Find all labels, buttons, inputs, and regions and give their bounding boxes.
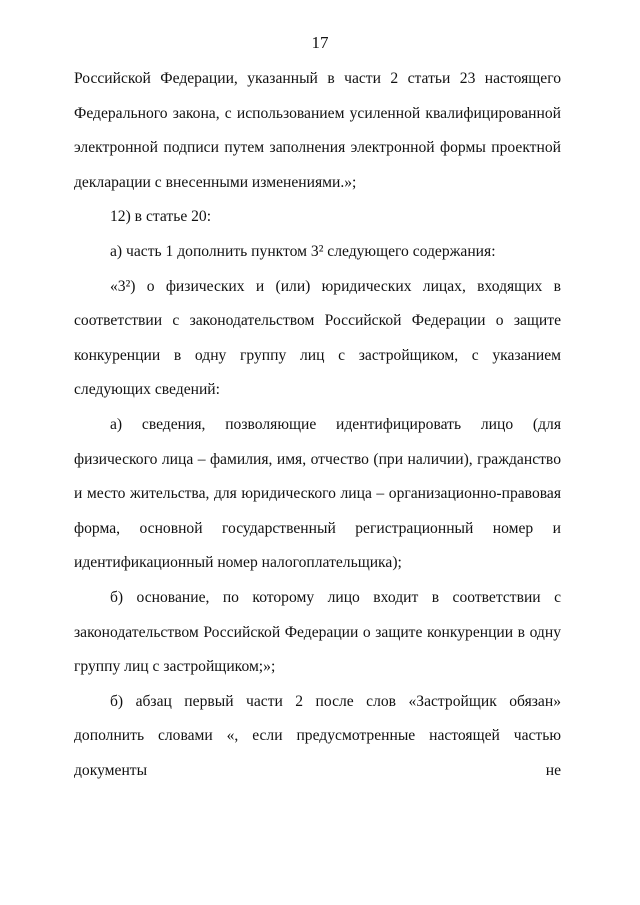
paragraph: «3²) о физических и (или) юридических лицах, входящих в соответствии с законодательством Российской Федерации о защите конкуренции в одну группу лиц с застройщиком, с указанием следующих сведений: — [74, 277, 561, 399]
paragraph: 12) в статье 20: — [110, 208, 212, 226]
paragraph: а) сведения, позволяющие идентифицировать лицо (для физического лица – фамилия, имя, отчество (при наличии), гражданство и место жительства, для юридического лица – организационно-правовая форма, основной государственный регистрационный номер и идентификационный номер налогоплательщика); — [74, 415, 561, 572]
paragraph: а) часть 1 дополнить пунктом 3² следующего содержания: — [110, 242, 496, 260]
page-number: 17 — [311, 33, 329, 52]
document-body — [74, 62, 561, 788]
paragraph: Российской Федерации, указанный в части 2 статьи 23 настоящего Федерального закона, с использованием усиленной квалифицированной электронной подписи путем заполнения электронной формы проектной декларации с внесенными изменениями.»; — [74, 70, 561, 191]
paragraph: б) основание, по которому лицо входит в соответствии с законодательством Российской Федерации о защите конкуренции в одну группу лиц с застройщиком;»; — [74, 588, 561, 676]
paragraph: б) абзац первый части 2 после слов «Застройщик обязан» дополнить словами «, если предусмотренные настоящей частью документы не — [74, 692, 561, 779]
